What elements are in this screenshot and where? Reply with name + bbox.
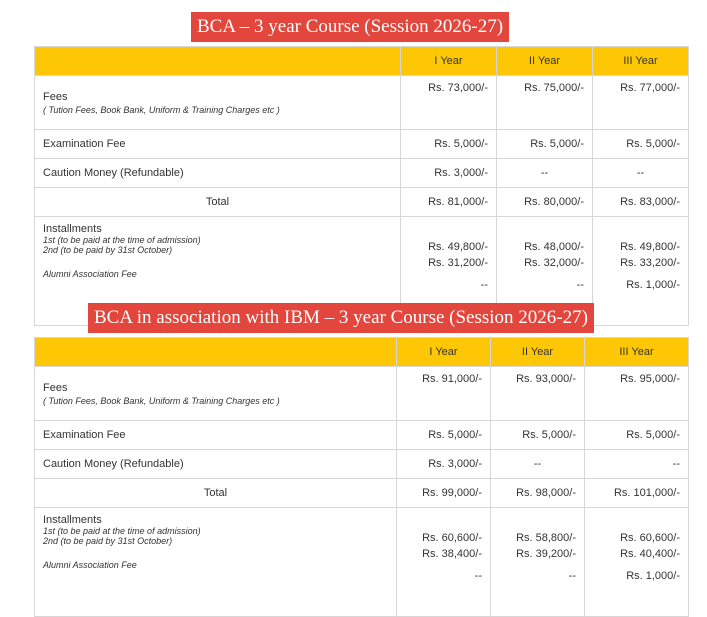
installment-2nd-label: 2nd (to be paid by 31st October): [43, 245, 173, 255]
alumni-value: Rs. 1,000/-: [626, 279, 680, 291]
installments-label: Installments: [43, 223, 102, 235]
fees-sub-label: ( Tution Fees, Book Bank, Uniform & Training Charges etc ): [43, 395, 280, 406]
caution-year-2: --: [497, 159, 593, 188]
exam-year-1: Rs. 5,000/-: [397, 421, 491, 450]
installment-2nd-value: Rs. 38,400/-: [422, 548, 482, 560]
alumni-label: Alumni Association Fee: [43, 269, 137, 279]
installments-label: Installments: [43, 514, 102, 526]
table-row-total: [35, 188, 689, 217]
installments-year-2: [491, 508, 585, 617]
fees-year-1: Rs. 91,000/-: [397, 367, 491, 421]
section-title-bca: BCA – 3 year Course (Session 2026-27): [191, 12, 509, 42]
installment-1st-value: Rs. 49,800/-: [620, 241, 680, 253]
table-header-row: [35, 338, 689, 367]
header-year-2: II Year: [491, 338, 585, 367]
exam-year-1: Rs. 5,000/-: [401, 130, 497, 159]
caution-year-3: --: [593, 159, 689, 188]
installment-2nd-value: Rs. 39,200/-: [516, 548, 576, 560]
installment-2nd-value: Rs. 31,200/-: [428, 257, 488, 269]
table-row-installments: [35, 508, 689, 617]
caution-label: Caution Money (Refundable): [35, 450, 397, 479]
total-year-2: Rs. 80,000/-: [497, 188, 593, 217]
installments-year-3: [593, 217, 689, 326]
header-year-2: II Year: [497, 47, 593, 76]
caution-year-3: --: [585, 450, 689, 479]
installment-1st-label: 1st (to be paid at the time of admission): [43, 526, 201, 536]
header-year-1: I Year: [397, 338, 491, 367]
installments-label-cell: [35, 508, 397, 617]
fees-year-3: Rs. 95,000/-: [585, 367, 689, 421]
total-year-1: Rs. 99,000/-: [397, 479, 491, 508]
table-header-row: [35, 47, 689, 76]
fees-label-cell: [35, 367, 397, 421]
header-year-1: I Year: [401, 47, 497, 76]
exam-year-3: Rs. 5,000/-: [585, 421, 689, 450]
total-year-2: Rs. 98,000/-: [491, 479, 585, 508]
section-title-bca-ibm: BCA in association with IBM – 3 year Course (Session 2026-27): [88, 303, 594, 333]
fees-label-cell: [35, 76, 401, 130]
exam-year-2: Rs. 5,000/-: [497, 130, 593, 159]
total-year-3: Rs. 83,000/-: [593, 188, 689, 217]
installment-2nd-label: 2nd (to be paid by 31st October): [43, 536, 173, 546]
installment-2nd-value: Rs. 40,400/-: [620, 548, 680, 560]
installment-1st-value: Rs. 60,600/-: [422, 532, 482, 544]
fee-table-bca: [34, 46, 689, 326]
exam-year-3: Rs. 5,000/-: [593, 130, 689, 159]
caution-year-2: --: [491, 450, 585, 479]
fees-label: Fees: [43, 90, 68, 103]
fees-year-3: Rs. 77,000/-: [593, 76, 689, 130]
table-row-fees: [35, 76, 689, 130]
table-row-total: [35, 479, 689, 508]
fees-year-2: Rs. 93,000/-: [491, 367, 585, 421]
table-row-caution: [35, 159, 689, 188]
alumni-label: Alumni Association Fee: [43, 560, 137, 570]
total-year-3: Rs. 101,000/-: [585, 479, 689, 508]
alumni-value: --: [568, 570, 576, 582]
caution-year-1: Rs. 3,000/-: [401, 159, 497, 188]
total-label: Total: [35, 479, 397, 508]
caution-label: Caution Money (Refundable): [35, 159, 401, 188]
fee-table-bca-ibm: [34, 337, 689, 617]
alumni-value: --: [480, 279, 488, 291]
installment-1st-value: Rs. 49,800/-: [428, 241, 488, 253]
fees-label: Fees: [43, 381, 68, 394]
exam-label: Examination Fee: [35, 421, 397, 450]
alumni-value: Rs. 1,000/-: [626, 570, 680, 582]
installments-year-3: [585, 508, 689, 617]
exam-label: Examination Fee: [35, 130, 401, 159]
installment-1st-value: Rs. 58,800/-: [516, 532, 576, 544]
alumni-value: --: [576, 279, 584, 291]
total-label: Total: [35, 188, 401, 217]
table-row-exam: [35, 421, 689, 450]
installment-2nd-value: Rs. 32,000/-: [524, 257, 584, 269]
header-year-3: III Year: [585, 338, 689, 367]
header-empty: [35, 338, 397, 367]
total-year-1: Rs. 81,000/-: [401, 188, 497, 217]
table-row-exam: [35, 130, 689, 159]
fees-year-1: Rs. 73,000/-: [401, 76, 497, 130]
fees-sub-label: ( Tution Fees, Book Bank, Uniform & Training Charges etc ): [43, 104, 280, 115]
header-year-3: III Year: [593, 47, 689, 76]
header-empty: [35, 47, 401, 76]
installment-1st-value: Rs. 48,000/-: [524, 241, 584, 253]
installment-1st-value: Rs. 60,600/-: [620, 532, 680, 544]
installments-year-1: [397, 508, 491, 617]
fees-year-2: Rs. 75,000/-: [497, 76, 593, 130]
table-row-fees: [35, 367, 689, 421]
exam-year-2: Rs. 5,000/-: [491, 421, 585, 450]
installment-2nd-value: Rs. 33,200/-: [620, 257, 680, 269]
installment-1st-label: 1st (to be paid at the time of admission): [43, 235, 201, 245]
table-row-caution: [35, 450, 689, 479]
alumni-value: --: [474, 570, 482, 582]
caution-year-1: Rs. 3,000/-: [397, 450, 491, 479]
